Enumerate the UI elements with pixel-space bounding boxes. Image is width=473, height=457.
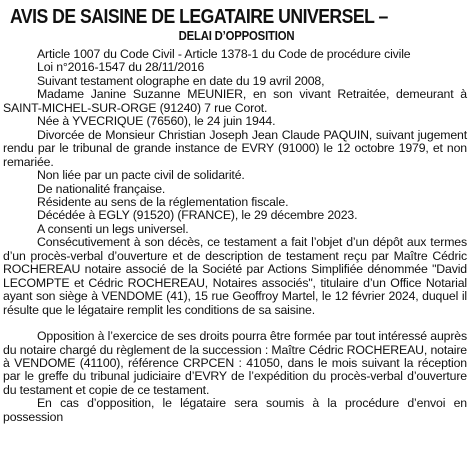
notice-paragraph: Article 1007 du Code Civil - Article 1378-1 du Code de procédure civile <box>37 47 411 61</box>
notice-paragraph: Résidente au sens de la réglementation fiscale. <box>37 194 289 209</box>
notice-paragraph: De nationalité française. <box>37 181 166 196</box>
notice-paragraph: A consenti un legs universel. <box>37 221 189 236</box>
notice-paragraph: Consécutivement à son décès, ce testament a fait l’objet d’un dépôt aux termes d’un procès-verbal d’ouverture et de description de testament reçu par Maître Cédric ROCHEREAU notaire associé de la Société par Actions Simplifiée dénommée "David LECOMPTE et Cédric ROCHEREAU, Notaires associés", titulaire d’un Office Notarial ayant son siège à VENDOME (41), 15 rue Geoffroy Martel, le 12 février 2024, duquel il résulte que le légataire remplit les conditions de sa saisine. <box>3 235 467 317</box>
notice-body <box>3 48 467 424</box>
notice-paragraph: Non liée par un pacte civil de solidarité. <box>37 168 245 183</box>
notice-subtitle: DELAI D’OPPOSITION <box>178 29 295 43</box>
notice-paragraph: Madame Janine Suzanne MEUNIER, en son vivant Retraitée, demeurant à SAINT-MICHEL-SUR-ORGE (91240) 7 rue Corot. <box>3 87 467 115</box>
notice-paragraph: Loi n°2016-1547 du 28/11/2016 <box>37 60 205 75</box>
notice-paragraph: En cas d’opposition, le légataire sera soumis à la procédure d’envoi en possession <box>3 396 467 424</box>
notice-paragraph: Opposition à l’exercice de ses droits pourra être formée par tout intéressé auprès du notaire chargé du règlement de la succession : Maître Cédric ROCHEREAU, notaire à VENDOME (41100), référence CRPCEN : 41050, dans le mois suivant la réception par le greffe du tribunal judiciaire d’EVRY de l’expédition du procès-verbal d’ouverture du testament et copie de ce testament. <box>3 329 467 397</box>
notice-paragraph: Décédée à EGLY (91520) (FRANCE), le 29 décembre 2023. <box>37 208 358 223</box>
notice-paragraph: Divorcée de Monsieur Christian Joseph Jean Claude PAQUIN, suivant jugement rendu par le tribunal de grande instance de EVRY (91000) le 12 octobre 1979, et non remariée. <box>3 127 467 169</box>
notice-title: AVIS DE SAISINE DE LEGATAIRE UNIVERSEL – <box>10 5 388 28</box>
notice-paragraph: Née à YVECRIQUE (76560), le 24 juin 1944. <box>37 114 276 129</box>
notice-paragraph: Suivant testament olographe en date du 19 avril 2008, <box>37 73 325 88</box>
